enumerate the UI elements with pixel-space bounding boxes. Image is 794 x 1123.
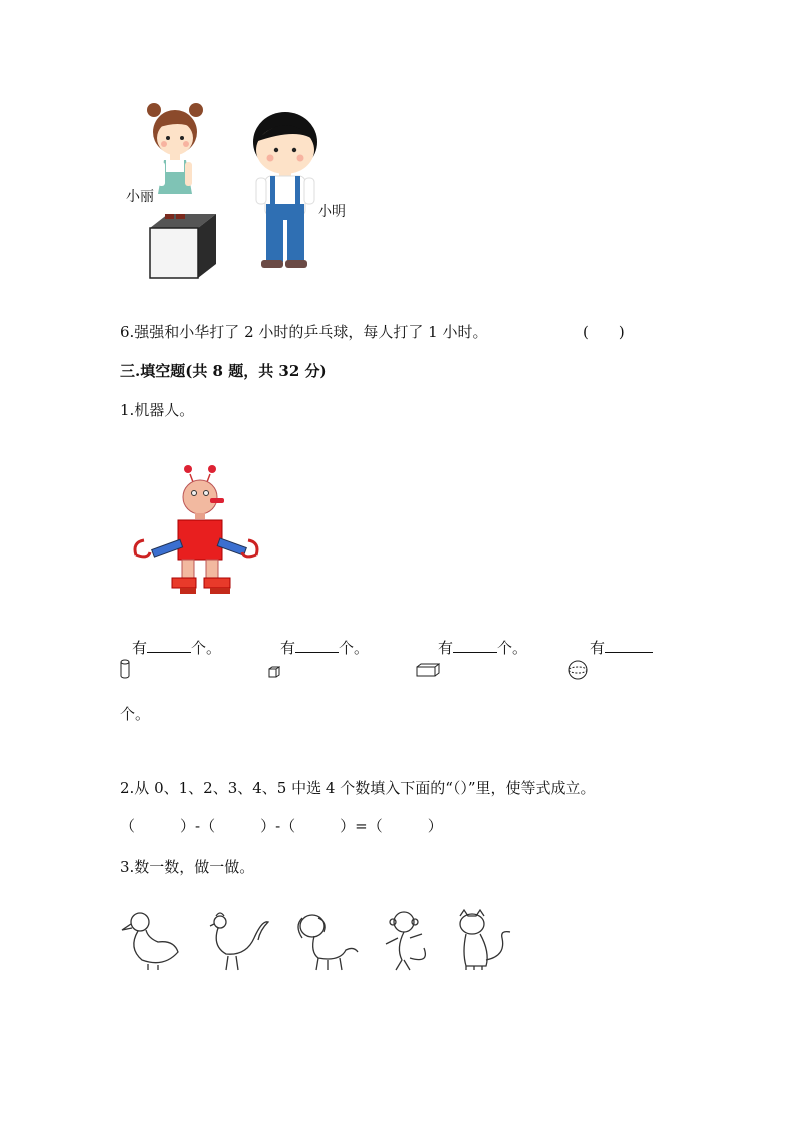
sphere-icon (568, 660, 588, 684)
you-label: 有 (132, 639, 148, 657)
fill-question-1: 1.机器人。 (120, 401, 195, 419)
animals-illustration (118, 908, 518, 978)
cuboid-icon (416, 662, 440, 681)
ge-label: 个。 (497, 639, 528, 657)
fill-blank-cube (280, 639, 369, 656)
you-label: 有 (438, 639, 454, 657)
children-illustration (120, 98, 350, 283)
unit-last: 个。 (120, 705, 151, 723)
you-label: 有 (590, 639, 606, 657)
animals-row (118, 908, 518, 978)
dog-icon (298, 915, 358, 970)
ge-label: 个。 (191, 639, 222, 657)
answer-blank-4[interactable] (605, 639, 653, 653)
fill-question-2: 2.从 0、1、2、3、4、5 中选 4 个数填入下面的“（）”里，使等式成立。 (120, 779, 596, 797)
answer-blank-2[interactable] (295, 639, 339, 653)
fill-blank-cylinder (132, 639, 221, 656)
boy-illustration (253, 112, 317, 268)
figure-children (120, 98, 350, 283)
box-illustration (150, 214, 216, 278)
robot-figure (130, 460, 262, 600)
cylinder-icon (120, 659, 130, 683)
you-label: 有 (280, 639, 296, 657)
ge-label: 个。 (339, 639, 370, 657)
boy-label: 小明 (318, 204, 346, 220)
robot-illustration (130, 460, 262, 600)
answer-blank-1[interactable] (147, 639, 191, 653)
question-6-text: 6.强强和小华打了 2 小时的乒乓球，每人打了 1 小时。 (120, 323, 488, 341)
cube-icon (268, 663, 280, 682)
girl-label: 小丽 (126, 189, 154, 205)
equation-line[interactable]: （ ）-（ ）-（ ）=（ ） (120, 817, 443, 835)
monkey-icon (386, 912, 425, 970)
fill-question-3: 3.数一数，做一做。 (120, 858, 255, 876)
fill-blank-sphere (590, 639, 653, 656)
section-3-title: 三.填空题(共 8 题，共 32 分) (120, 362, 327, 380)
fill-blank-cuboid (438, 639, 527, 656)
rooster-icon (210, 913, 268, 970)
cat-icon (460, 910, 510, 970)
answer-blank-3[interactable] (453, 639, 497, 653)
question-6-answer-paren[interactable]: ( ) (583, 323, 625, 341)
duck-icon (122, 913, 178, 970)
girl-illustration (147, 103, 203, 219)
